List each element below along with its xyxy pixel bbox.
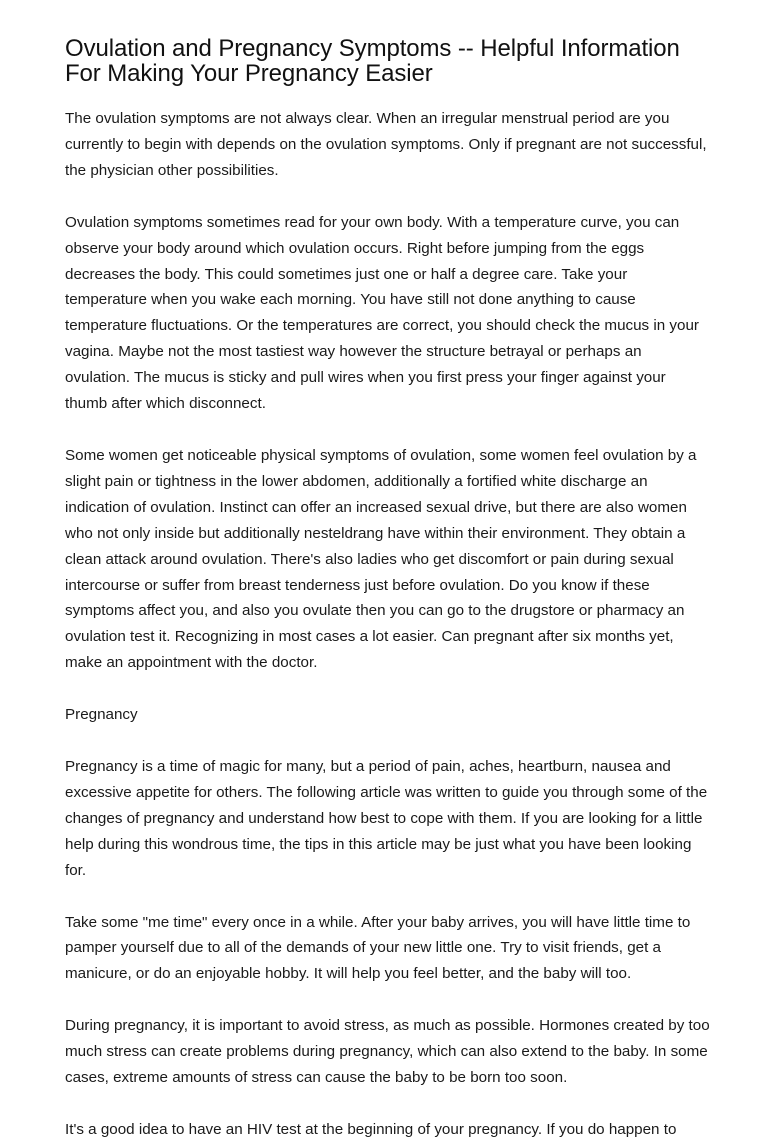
paragraph-me-time: Take some "me time" every once in a while. After your baby arrives, you will have little time to pamper yourself due to all of the demands of your new little one. Try to visit friends, get a manicure, or do an enjoyable hobby. It will help you feel better, and the baby will too. xyxy=(65,913,691,983)
document-page xyxy=(65,36,710,1143)
paragraph-stress: During pregnancy, it is important to avoid stress, as much as possible. Hormones created by too much stress can create problems during pregnancy, which can also extend to the baby. In some cases, extreme amounts of stress can cause the baby to be born too soon. xyxy=(65,1017,710,1087)
paragraph-pregnancy-intro: Pregnancy is a time of magic for many, but a period of pain, aches, heartburn, nausea and excessive appetite for others. The following article was written to guide you through some of the changes of pregnancy and understand how best to cope with them. If you are looking for a little help during this wondrous time, the tips in this article may be just what you have been looking for. xyxy=(65,758,708,879)
section-heading-pregnancy: Pregnancy xyxy=(65,706,138,724)
paragraph-ovulation-physical: Some women get noticeable physical symptoms of ovulation, some women feel ovulation by a slight pain or tightness in the lower abdomen, additionally a fortified white discharge an indication of ovulation. Instinct can offer an increased sexual drive, but there are also women who not only inside but additionally nesteldrang have within their environment. They obtain a clean attack around ovulation. There's also ladies who get discomfort or pain during sexual intercourse or suffer from breast tenderness just before ovulation. Do you know if these symptoms affect you, and also you ovulate then you can go to the drugstore or pharmacy an ovulation test it. Recognizing in most cases a lot easier. Can pregnant after six months yet, make an appointment with the doctor. xyxy=(65,446,697,672)
paragraph-ovulation-intro: The ovulation symptoms are not always clear. When an irregular menstrual period are you currently to begin with depends on the ovulation symptoms. Only if pregnant are not successful, the physician other possibilities. xyxy=(65,110,707,179)
paragraph-ovulation-temperature: Ovulation symptoms sometimes read for your own body. With a temperature curve, you can observe your body around which ovulation occurs. Right before jumping from the eggs decreases the body. This could sometimes just one or half a degree care. Take your temperature when you wake each morning. You have still not done anything to cause temperature fluctuations. Or the temperatures are correct, you should check the mucus in your vagina. Maybe not the most tastiest way however the structure betrayal or perhaps an ovulation. The mucus is sticky and pull wires when you first press your finger against your thumb after which disconnect. xyxy=(65,213,699,413)
paragraph-hiv-test: It's a good idea to have an HIV test at the beginning of your pregnancy. If you do happen to xyxy=(65,1121,677,1138)
document-title: Ovulation and Pregnancy Symptoms -- Helpful Information For Making Your Pregnancy Easier xyxy=(65,35,680,87)
